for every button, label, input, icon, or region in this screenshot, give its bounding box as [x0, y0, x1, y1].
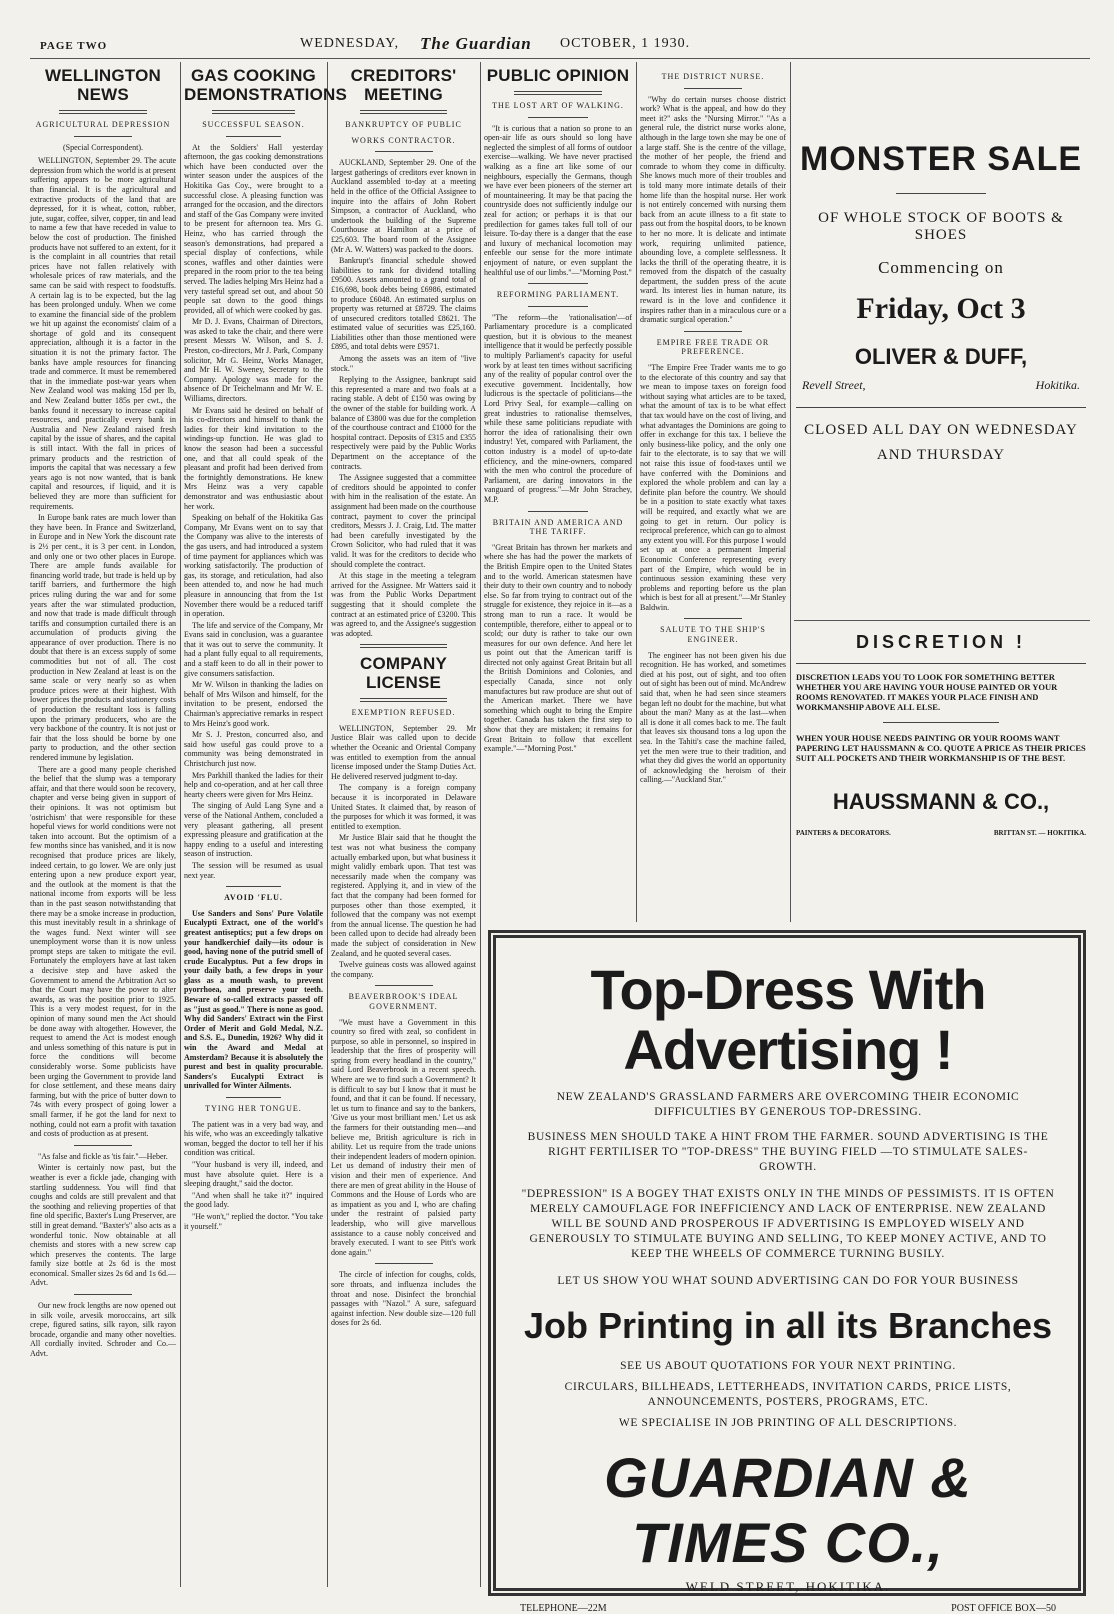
divider — [796, 663, 1086, 664]
paragraph: Among the assets was an item of "live stock." — [331, 354, 476, 373]
ad-po-box: POST OFFICE BOX—50 — [951, 1603, 1056, 1614]
divider — [212, 110, 295, 114]
paragraph: The engineer has not been given his due recognition. He has worked, and sometimes died at his post, out of sight, and too often out of sight has been out of mind. McAndrew said that, when he had seen since steamers began left no doubt for the machine, but what about the man? Many as at the last—when all is done it all comes back to me. The fault that leaves six thousand tons a log upon the sea. In the Tahiti's case the machine failed, yet the men were true to their tradition, and what they did gives the world an opportunity of acknowledging the heroism of their calling.—"Auckland Star." — [640, 650, 786, 785]
paragraph: At the Soldiers' Hall yesterday afternoon, the gas cooking demonstrations which have been conducted over the winter season under the auspices of the Hokitika Gas Coy., were brought to a successful close. A pleasing function was arranged for the occasion, and the directors and staff of the Gas Company were invited to be present for afternoon tea. Mrs G. Heinz, who has carried through the season's demonstrations, had prepared a special display of confections, while scones, waffles and other dainties were prepared in the room prior to the tea being served. The ladies helping Mrs Heinz had a very tasteful spread set out, and about 50 people sat down to the good things provided, all of which were cooked by gas. — [184, 142, 323, 315]
ad-closed-line: AND THURSDAY — [876, 447, 1006, 463]
paragraph: "The Empire Free Trader wants me to go to the electorate of this country and say that we mean to impose taxes on foreign food without saying what articles are to be taxed, what the amount of tax is to be what effect that tax would have on the cost of living, and what advantages the Dominions are going to offer in exchange for this tax. I believe the only business-like policy, and the only one fair to the electorate, is to say that we will not raise this issue of food-taxes until we have conferred with the Dominions and explored the whole problem and can lay a definite plan before the country. We should be in a position to state exactly what taxes will be required, and exactly what we are going to get in return. Our policy is reciprocal preference, which can go to almost any extent you will. For this purpose I would set up at once a permanent Imperial Economic Conference representing every part of the Empire, which would be in continuous session examining these very problems and reporting before us the plan which is best for all at present."—Mr Stanley Baldwin. — [640, 363, 786, 612]
ad-text: DISCRETION LEADS YOU TO LOOK FOR SOMETHING BETTER WHETHER YOU ARE HAVING YOUR HOUSE PAINTED OR YOUR ROOMS RENOVATED. IT MAKES YOUR PLACE FINISH AND WORKMANSHIP ABOVE ALL ELSE. — [796, 672, 1058, 712]
subheadline: AGRICULTURAL DEPRESSION — [35, 120, 171, 129]
subheadline: THE DISTRICT NURSE. — [661, 72, 765, 81]
subheadline: SUCCESSFUL SEASON. — [202, 120, 305, 129]
divider — [528, 511, 587, 512]
divider — [514, 91, 603, 95]
subheadline: EXEMPTION REFUSED. — [351, 708, 456, 718]
divider — [226, 1097, 282, 1098]
divider — [59, 110, 147, 114]
article-gas-cooking — [184, 66, 348, 1586]
paragraph: "As false and fickle as 'tis fair."—Heber. — [38, 1151, 168, 1161]
paragraph: WELLINGTON, September 29. The acute depression from which the world is at present suffering appears to be more agricultural than financial. It is the agricultural and extractive products of the land that are depressed, for it is wheat, cotton, rubber, jute, sugar, coffee, silver, copper, tin and lead to name a few that have receded in value to below the cost of production. The finished products have not suffered to an extent, for it is the complaint in all countries that retail prices have not fallen relatively with wholesale prices of raw materials, and the same can be said with respect to foodstuffs. A certain lag is to be expected, but the lag has been prolonged unduly. When we come to examine the financial side of the problem we hit up against the economists' claim of a shortage of gold and its consequent appreciation, although it is a factor in the situation it is not the primary factor. The banks have ample resources for financing trade and commerce. It must be remembered that in the immediate post-war years when New Zealand wool was making 15d per lb, and New Zealand butter 185s per cwt., the banks found it necessary to increase capital resources, and practically every bank in Australia and New Zealand raised fresh capital by the issue of shares, and the capital is still intact. With the fall in prices of primary products and the restriction of imports the capital that was necessary a few years ago is not now wanted, that is bank capital and resources, if liquid, and it is believed they are more than sufficient for requirements. — [30, 156, 176, 511]
paragraph: The Assignee suggested that a committee of creditors should be appointed to confer with him in the realisation of the estate. An assignment had been made on the courthouse contract, payment to cover the principal creditors, Messrs J. J. Craig, Ltd. The matter had been carefully investigated by the Crown Solicitor, who had ruled that it was valid. It was for the creditors to decide who should complete the contract. — [331, 473, 476, 569]
paragraph: AUCKLAND, September 29. One of the largest gatherings of creditors ever known in Auckland assembled to-day at a meeting held in the office of the Official Assignee to inquire into the affairs of John Robert Simpson, a contractor of Auckland, who undertook the building of the Supreme Courthouse at Hamilton at a price of £25,603. The board room of the Assignee (Mr A. W. Watters) was packed to the doors. — [331, 158, 476, 254]
subheadline: REFORMING PARLIAMENT. — [496, 290, 620, 300]
paragraph: "We must have a Government in this country so fired with zeal, so confident in purpose, so able in personnel, so inspired in leadership that the fires of prosperity will spring from every headland in the country," said Lord Beaverbrook in a recent speech. Where are we to find such a Government? It is difficult to say but I know that it must be found, and that it can be found. If necessary, let us turn to finance and say to the bankers, 'Give us your most brilliant men.' Let us ask the farmers for their outstanding men—and believe me, British agriculture is rich in ability. Let us require from the trade unions their independent leaders of modern opinion. Let us demand of industry their men of vision and their men of experience. And there are men of great ability in the House of Commons and the House of Lords who are as impatient as you and I, who are chafing under the restraint of palsied party leadership, who will give marvellous assistance to a cause nobly conceived and bravely executed. I want to see Pitt's work done again." — [331, 1017, 476, 1257]
ad-footer — [796, 829, 1086, 837]
ad-monster-sale — [796, 140, 1086, 550]
ad-firm-name: HAUSSMANN & CO., — [832, 789, 1050, 814]
paragraph: Mr S. J. Preston, concurred also, and said how useful gas could prove to a community was being demonstrated in Christchurch just now. — [184, 730, 323, 768]
divider — [796, 407, 1086, 408]
divider — [684, 88, 742, 89]
paragraph: In Europe bank rates are much lower than they have been. In France and Switzerland, in Europe and in New York the discount rate is 2½ per cent., it is 3 per cent. in London, and only one or two other places in Europe. There are ample funds available for financing world trade, but trade is held up by tariff barriers, and furthermore the high prices ruling during the war and for some years after the war stimulated production, and now that trade is made difficult through tariffs and consumption curtailed there is an accumulation of products giving the appearance of over production. There is no doubt that there is an excess supply of some commodities but not of all. The cost production in New Zealand at least is on the same scale or very nearly so as when produce prices were at their highest. With lower prices the products and stationery costs of production the resultant loss is falling upon the primary producers, who are the very backbone of the country. It is not just or fair that the loss should be borne by one party to production, and the other section rendered immune by legislation. — [30, 513, 176, 762]
subheadline: BANKRUPTCY OF PUBLIC — [345, 120, 462, 129]
paragraph: Mr Evans said he desired on behalf of his co-directors and himself to thank the ladies for their kind invitation to the windings-up function. He was glad to know the season had been a successful one, and that all could speak of the pleasant and profit had been derived from the fortnightly demonstrations. He knew Mrs Heinz was a very capable demonstrator and was enthusiastic about her work. — [184, 405, 323, 511]
paragraph: Mr W. Wilson in thanking the ladies on behalf of Mrs Wilson and himself, for the invitation to be present, endorsed the Chairman's appreciative remarks in respect to Mrs Heinz's good work. — [184, 680, 323, 728]
paragraph: Use Sanders and Sons' Pure Volatile Eucalypti Extract, one of the world's greatest antiseptics; put a few drops on your handkerchief daily—its odour is good, having none of the putrid smell of crude Eucalyptus. Put a few drops in your daily bath, a few drops in your glass as a mouth wash, to prevent pyorrhoea, and preserve your teeth. Beware of so-called extracts passed off as "just as good." There is none as good. Why did Sanders' Extract win the First Order of Merit and Gold Medal, N.Z. and S.S. E., Dunedin, 1926? Why did it win the Award and Medal at Amsterdam? Because it is absolutely the purest and best in quality procurable. Sanders's Eucalypti Extract is unrivalled for Winter Ailments. — [184, 908, 323, 1091]
paragraph: At this stage in the meeting a telegram arrived for the Assignee. Mr Watters said it was from the Public Works Department suggesting that it should complete the contract at an estimated price of £3200. This was agreed to, and the Assignee's suggestion was adopted. — [331, 571, 476, 638]
subheadline: AVOID 'FLU. — [224, 893, 283, 903]
column-rule — [636, 62, 637, 922]
divider — [375, 151, 433, 152]
column-rule — [180, 62, 181, 1587]
byline: (Special Correspondent). — [63, 142, 143, 152]
article-wellington-news — [30, 66, 176, 1586]
divider — [74, 136, 132, 137]
divider — [528, 117, 587, 118]
page-number: PAGE TWO — [40, 40, 108, 52]
ad-divider — [794, 620, 1090, 621]
subheadline: TYING HER TONGUE. — [205, 1104, 302, 1113]
subheadline: SALUTE TO THE SHIP'S ENGINEER. — [660, 625, 766, 645]
newspaper-name: The Guardian — [420, 34, 532, 53]
paragraph: "Why do certain nurses choose district work? What is the appeal, and how do they meet it?" asks the "Nursing Mirror." "As a general rule, the district nurse works alone, although in the large town she may be one of a large staff. She is the centre of the village, the mother of her people, the friend and comrade to whom they come in difficulty. She knows much more of their troubles and is told many more intimate details of their home life than the hospital nurse. Her work is not entirely concerned with nursing them back from an acute illness to a fit state to pass out from the hospital doors, to be known to her no more. It is delicate and intimate work, requiring unlimited patience, abounding love, a complete selflessness. It lacks the thrill of the operating theatre, it is removed from the dispatch of the casualty department, the sudden press of the acute ward. Its interest lies in human nature, its reward is in the love and confidence it inspires rather than in a miraculous cure or a dramatic surgical operation." — [640, 94, 786, 325]
column-rule — [480, 62, 481, 1587]
divider — [74, 1294, 132, 1295]
paragraph: "It is curious that a nation so prone to an open-air life as ours should so long have neglected the simplest of all forms of outdoor exercise—walking. We have never practised walking as a fine art like some of our neighbours, especially the Germans, though we have ever been pioneers of the sterner art of mountaineering. It may be that pacing the countryside does not sufficiently indulge our zeal for action; or perhaps it is that our predilection for games takes full toll of our leisure. To-day there is a danger that the ease and luxury of mechanical locomotion may enfeeble our sense for the more intimate enjoyment of nature, or even supplant the healthful use of our limbs."—"Morning Post." — [484, 123, 632, 277]
ad-address — [802, 378, 1080, 393]
ad-guardian-times — [520, 958, 1056, 1614]
masthead — [0, 0, 1114, 53]
ad-street: Revell Street, — [802, 378, 866, 392]
ad-paragraph: LET US SHOW YOU WHAT SOUND ADVERTISING CAN DO FOR YOUR BUSINESS — [557, 1275, 1019, 1287]
paragraph: "Great Britain has thrown her markets and where she has had the power the markets of the British Empire open to the United States and to the world. American statesmen have their duty to their own country and to nobody else. So far from trying to contract out of the struggle for existence, they rejoice in it—as a strong man to run a race. It would be contemptible, therefore, either to appeal or to scold; our duty is rather to take our own measures for our own defence. And here let us point out that the American tariff is directed not only against Great Britain but all the British Dominions and Colonies, and especially Canada, since not only manufactures but raw produce are shut out of the American market. There we have something which ought to bring the Empire together. Canada has taken the first step to show that they are mistaken; it remains for Great Britain to follow that excellent example."—"Morning Post." — [484, 542, 632, 754]
divider — [360, 698, 447, 702]
masthead-day: WEDNESDAY, — [300, 36, 400, 51]
ad-footer-left: PAINTERS & DECORATORS. — [796, 829, 891, 837]
paragraph: "And when shall he take it?" inquired the good lady. — [184, 1190, 323, 1210]
divider — [360, 110, 447, 114]
paragraph: The patient was in a very bad way, and his wife, who was an exceedingly talkative woman, begged the doctor to tell her if his condition was critical. — [184, 1119, 323, 1158]
paragraph: Our new frock lengths are now opened out in silk voile, arvesik moroccains, art silk crepe, figured satins, silk rayon, silk rayon brocade, organdie and many other novelties. All cordially invited. Schroder and Co.—Advt. — [30, 1301, 176, 1359]
article-creditors-meeting — [331, 66, 476, 1586]
paragraph: Twelve guineas costs was allowed against the company. — [331, 960, 476, 979]
paragraph: The circle of infection for coughs, colds, sore throats, and influenza includes the throat and nose. Disinfect the bronchial passages with "Nazol." A sure, safeguard against infection. New double size—120 full doses for 2s 6d. — [331, 1270, 476, 1328]
ad-line: Commencing on — [878, 258, 1004, 277]
paragraph: Mrs Parkhill thanked the ladies for their help and co-operation, and at her call three hearty cheers were given for Mrs Heinz. — [184, 770, 323, 799]
ad-address: WELD STREET, HOKITIKA. — [685, 1579, 891, 1594]
divider — [226, 886, 282, 887]
ad-subtitle: Job Printing in all its Branches — [523, 1305, 1053, 1346]
paragraph: The company is a foreign company because it is incorporated in Delaware United States. It claimed that, by reason of the purposes for which it was formed, it was entitled to exemption. — [331, 783, 476, 831]
ad-company-name: GUARDIAN & TIMES CO., — [604, 1446, 972, 1574]
divider — [375, 1263, 433, 1264]
headline: CREDITORS' MEETING — [350, 66, 457, 104]
paragraph: Replying to the Assignee, bankrupt said this represented a mare and two foals at a racing stable. A debt of £150 was owing by the owner of the stable for building work. A balance of £3800 was due for the completion of the courthouse contract and £1000 for the hospital contract. Deposits of £315 and £355 respectively were paid by the Public Works Department on the acceptance of the contracts. — [331, 375, 476, 471]
masthead-date: OCTOBER, 1 1930. — [560, 36, 691, 51]
ad-phone: TELEPHONE—22M — [520, 1603, 607, 1614]
masthead-rule — [30, 58, 1090, 59]
ad-shop-name: OLIVER & DUFF, — [854, 344, 1028, 369]
paragraph: "He won't," replied the doctor. "You take it yourself." — [184, 1211, 323, 1231]
ad-town: Hokitika. — [1035, 378, 1080, 392]
article-public-opinion — [484, 66, 632, 920]
paragraph: WELLINGTON, September 29. Mr Justice Blair was called upon to decide whether the Oceanic and Oriental Company was entitled to exemption from the annual license imposed under the Stamp Duties Act. He delivered reserved judgment to-day. — [331, 723, 476, 781]
divider — [226, 136, 282, 137]
paragraph: Mr Justice Blair said that he thought the test was not what business the company actually embarked upon, but what business it might validly embark upon. That test was necessarily made when the company was registered. Applying it, and in view of the fact that the company had been formed for purposes other than those exempted, it followed that the company was not exempt from the annual license. The question he had been called upon to decide had already been made the subject of consideration in New Zealand, and he quoted several cases. — [331, 833, 476, 958]
ad-paragraph: SEE US ABOUT QUOTATIONS FOR YOUR NEXT PRINTING. — [620, 1360, 956, 1372]
paragraph: "Your husband is very ill, indeed, and must have absolute quiet. Here is a sleeping draught," said the doctor. — [184, 1159, 323, 1189]
divider — [684, 618, 742, 619]
ad-title: Top-Dress With Advertising ! — [590, 958, 986, 1081]
divider — [528, 283, 587, 284]
paragraph: Winter is certainly now past, but the weather is ever a fickle jade, changing with startling suddenness. You will find that coughs and colds are still prevalent and that the soothing and relieving properties of that fine old specific, Baxter's Lung Preserver, are still in great demand. "Baxter's" also acts as a wonderful tonic. Now obtainable at all chemists and stores with a new screw cap which preserves the contents. The large family size bottle at 2s 6d is the most economical. Smaller sizes 2s 6d and 1s 6d.—Advt. — [30, 1163, 176, 1288]
ad-title: MONSTER SALE — [799, 140, 1083, 178]
divider — [528, 306, 587, 307]
divider — [896, 193, 986, 194]
divider — [360, 644, 447, 648]
paragraph: There are a good many people cherished the belief that the slump was a temporary affair, and that there would soon be recovery, chapter and verse being given in support of their opinions. It was not optimism but 'ostrichism' that were responsible for these hopeful views for world conditions were not taken into account. But the optimism of a few months since has vanished, and it is now recognised that produce prices are likely, indeed certain, to go lower. We are only just entering upon a new produce export year, and the outlook at the moment is that the national income from exports will be less than in the past season notwithstanding that there may be a smoke increase in production, this must inevitably result in a shrinkage of the wages fund. Next winter will see unemployment worse than it is now unless prompt steps are taken to mitigate the evil. Fortunately the employers have at last taken a decisive step and have asked the Government to amend the Arbitration Act so that the Court may have the power to alter awards, as was the position prior to 1925. This is a very modest request, for in the opinion of many sound men the Act should be done away with altogether. However, the request to amend the Act is modest enough and unless something of this nature is put in force the conditions will become considerably worse. Some publicists have been urging the Government to provide land for close settlement, and these means dairy farming, but with the price of butter down to 74s with every prospect of going lower a small farmer, if he got the land for next to nothing, could not earn a profit with taxation and costs of production as at present. — [30, 764, 176, 1139]
paragraph: The singing of Auld Lang Syne and a verse of the National Anthem, concluded a very pleasant gathering, all present expressing pleasure and gratification at the happy ending to a useful and interesting season of instruction. — [184, 801, 323, 859]
ad-text: WHEN YOUR HOUSE NEEDS PAINTING OR YOUR ROOMS WANT PAPERING LET HAUSSMANN & CO. QUOTE A PRICE AS THEIR PRICES SUIT ALL POCKETS AND THEIR WORKMANSHIP IS OF THE BEST. — [796, 733, 1086, 763]
paragraph: Bankrupt's financial schedule showed liabilities to rank for dividend totalling £9500. Assets amounted to a grand total of £16,698, book debts being £6986, estimated to produce £6048. An estimated surplus on property was returned at £8729. The claims of unsecured creditors totalled £8621. The estimated value of securities was £25,160. Liabilities other than those mentioned were £895, and total debts were £9571. — [331, 256, 476, 352]
divider — [883, 722, 999, 723]
ad-paragraph: NEW ZEALAND'S GRASSLAND FARMERS ARE OVERCOMING THEIR ECONOMIC DIFFICULTIES BY GENEROUS TOP-DRESSING. — [556, 1091, 1020, 1118]
ad-discretion — [796, 632, 1086, 922]
paragraph: "The reform—the 'rationalisation'—of Parliamentary procedure is a complicated question, but it is obvious to the meanest intelligence that it would be perfectly possible to multiply Parliament's capacity for useful work by at least ten times without sacrificing any of the reality of popular control over the executive government. Incidentally, how ludicrous is the spectacle of politicians—the Lord Privy Seal, for example—calling on great industries to rationalise themselves, while these same politicians repudiate with horror the idea of rationalising their own industry! Yet, compared with Parliament, the cotton industry is a model of up-to-date efficiency, and the mine-owners, compared with the men who control the procedure of Parliament, are daring innovators in the vanguard of progress."—Mr John Strachey, M.P. — [484, 312, 632, 504]
ad-footer-right: BRITTAN ST. — HOKITIKA. — [993, 829, 1086, 837]
column-rule — [790, 62, 791, 922]
subheadline: BRITAIN AND AMERICA AND THE TARIFF. — [492, 517, 624, 537]
ad-date: Friday, Oct 3 — [856, 292, 1026, 325]
ad-line: OF WHOLE STOCK OF BOOTS & SHOES — [818, 210, 1064, 243]
ad-paragraph: BUSINESS MEN SHOULD TAKE A HINT FROM THE FARMER. SOUND ADVERTISING IS THE RIGHT FERTILISER TO "TOP-DRESS" THE BUYING FIELD —TO STIMULATE SALES-GROWTH. — [527, 1131, 1049, 1173]
subheadline: EMPIRE FREE TRADE OR PREFERENCE. — [656, 337, 770, 357]
subheadline: BEAVERBROOK'S IDEAL GOVERNMENT. — [348, 992, 459, 1011]
headline: GAS COOKING DEMONSTRATIONS — [184, 66, 348, 104]
headline: COMPANY LICENSE — [359, 654, 448, 693]
paragraph: Speaking on behalf of the Hokitika Gas Company, Mr Evans went on to say that the Company was alive to the interests of the gas users, and had introduced a system of time payment for appliances which was working satisfactorily. The production of gas, its storage, and reticulation, had also been attended to, and now he had much pleasure in announcing that from the 1st November there would be a reduced tariff in operation. — [184, 513, 323, 619]
divider — [684, 331, 742, 332]
paragraph: The session will be resumed as usual next year. — [184, 860, 323, 880]
subheadline: THE LOST ART OF WALKING. — [492, 101, 624, 110]
ad-title: DISCRETION ! — [855, 632, 1026, 652]
ad-contact — [520, 1603, 1056, 1614]
paragraph: The life and service of the Company, Mr Evans said in conclusion, was a guarantee that it was out to serve the community. It had a plant fully equal to all requirements, and a staff keen to do all in their power to give consumers satisfaction. — [184, 620, 323, 678]
ad-paragraph: CIRCULARS, BILLHEADS, LETTERHEADS, INVITATION CARDS, PRICE LISTS, ANNOUNCEMENTS, POSTERS, PROGRAMS, ETC. — [564, 1381, 1012, 1408]
column-rule — [327, 62, 328, 1587]
ad-closed-line: CLOSED ALL DAY ON WEDNESDAY — [804, 422, 1078, 438]
divider — [375, 985, 433, 986]
ad-paragraph: "DEPRESSION" IS A BOGEY THAT EXISTS ONLY IN THE MINDS OF PESSIMISTS. IT IS OFTEN MERELY CAMOUFLAGE FOR INEFFICIENCY AND LACK OF ENTERPRISE. NEW ZEALAND WILL BE SOUND AND PROSPEROUS IF ADVERTISING IS EMPLOYED WISELY AND GENEROUSLY TO STIMULATE BUYING AND SELLING, TO KEEP MONEY ACTIVE, AND TO KEEP THE WHEELS OF COMMERCE TURNING BUSILY. — [521, 1188, 1055, 1260]
paragraph: Mr D. J. Evans, Chairman of Directors, was asked to take the chair, and there were present Messrs W. Wilson, and S. J. Preston, co-directors, Mr J. Park, Company solicitor, Mr G. Heinz, Works Manager, and Mr H. W. Sweney, Secretary to the Company. Apology was made for the absence of Dr Teichelmann and Mr W. E. Williams, directors. — [184, 317, 323, 404]
article-district-nurse — [640, 66, 786, 920]
divider — [74, 1145, 132, 1146]
subheadline: WORKS CONTRACTOR. — [351, 135, 456, 145]
headline: WELLINGTON NEWS — [45, 66, 161, 104]
headline: PUBLIC OPINION — [486, 66, 630, 85]
ad-paragraph: WE SPECIALISE IN JOB PRINTING OF ALL DESCRIPTIONS. — [618, 1417, 958, 1429]
